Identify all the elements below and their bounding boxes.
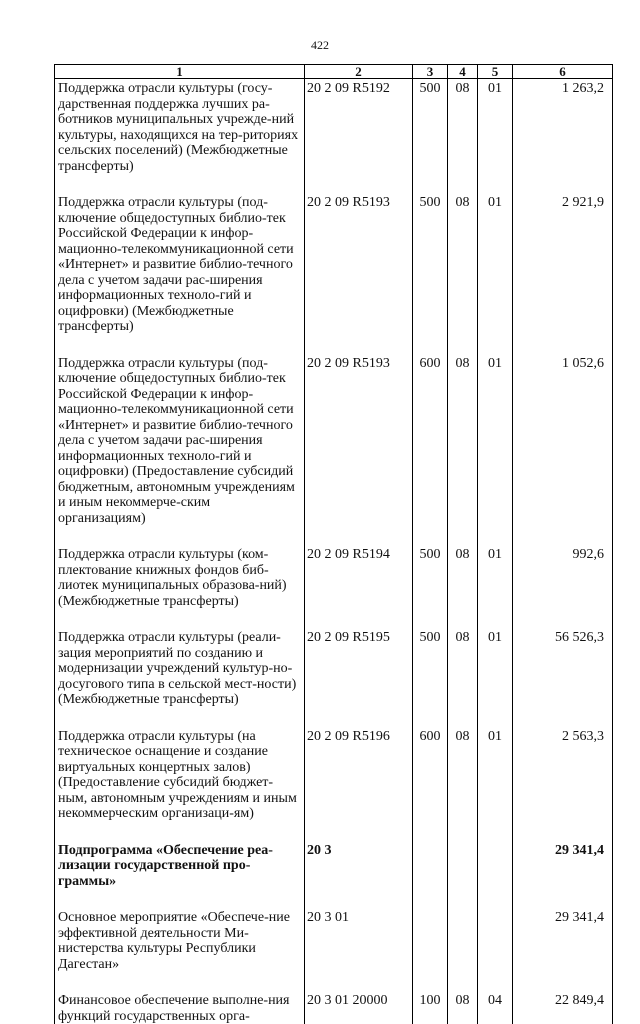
row-section (448, 843, 478, 911)
row-amount: 992,6 (513, 547, 613, 630)
row-description: Поддержка отрасли культуры (реали-зация мероприятий по созданию и модернизации учреждений культур-но-досугового типа в сельской мест-ности) (Межбюджетные трансферты) (55, 630, 305, 729)
row-subsection: 01 (478, 195, 513, 356)
header-col-6: 6 (513, 65, 613, 79)
row-code: 20 2 09 R5196 (305, 729, 413, 843)
header-col-2: 2 (305, 65, 413, 79)
row-code: 20 3 (305, 843, 413, 911)
row-code: 20 2 09 R5194 (305, 547, 413, 630)
row-expense-type: 600 (413, 356, 448, 548)
row-section: 08 (448, 630, 478, 729)
row-amount: 29 341,4 (513, 843, 613, 911)
table-row (55, 195, 613, 356)
table-row (55, 729, 613, 843)
table-body (55, 79, 613, 1024)
header-col-4: 4 (448, 65, 478, 79)
row-amount: 2 921,9 (513, 195, 613, 356)
page-number: 422 (0, 38, 640, 53)
row-section: 08 (448, 547, 478, 630)
table-row (55, 356, 613, 548)
budget-table (54, 64, 613, 1024)
row-description: Поддержка отрасли культуры (ком-плектование книжных фондов биб-лиотек муниципальных образова-ний) (Межбюджетные трансферты) (55, 547, 305, 630)
row-expense-type: 500 (413, 630, 448, 729)
row-description: Финансовое обеспечение выполне-ния функций государственных орга- (55, 993, 305, 1024)
row-code: 20 2 09 R5193 (305, 195, 413, 356)
table-row (55, 993, 613, 1024)
table-header (55, 65, 613, 79)
row-amount: 2 563,3 (513, 729, 613, 843)
row-section: 08 (448, 993, 478, 1024)
row-subsection: 01 (478, 630, 513, 729)
row-code: 20 2 09 R5192 (305, 79, 413, 196)
row-subsection: 01 (478, 79, 513, 196)
header-col-1: 1 (55, 65, 305, 79)
row-expense-type (413, 843, 448, 911)
row-code: 20 3 01 (305, 910, 413, 993)
row-section: 08 (448, 79, 478, 196)
row-amount: 1 052,6 (513, 356, 613, 548)
table-row (55, 79, 613, 196)
row-expense-type: 500 (413, 547, 448, 630)
row-subsection: 01 (478, 356, 513, 548)
row-description: Поддержка отрасли культуры (на техническое оснащение и создание виртуальных концертных залов) (Предоставление субсидий бюджет-ным, автономным учреждениям и иным некоммерческим организаци-ям) (55, 729, 305, 843)
row-expense-type: 100 (413, 993, 448, 1024)
row-description: Поддержка отрасли культуры (госу-дарственная поддержка лучших ра-ботников муниципальных учрежде-ний культуры, находящихся на тер-риториях сельских поселений) (Межбюджетные трансферты) (55, 79, 305, 196)
row-section: 08 (448, 356, 478, 548)
row-description: Подпрограмма «Обеспечение реа-лизации государственной про-граммы» (55, 843, 305, 911)
row-description: Основное мероприятие «Обеспече-ние эффективной деятельности Ми-нистерства культуры Республики Дагестан» (55, 910, 305, 993)
row-code: 20 2 09 R5193 (305, 356, 413, 548)
row-section: 08 (448, 729, 478, 843)
row-expense-type: 500 (413, 195, 448, 356)
row-code: 20 2 09 R5195 (305, 630, 413, 729)
table-row (55, 547, 613, 630)
row-subsection: 01 (478, 729, 513, 843)
row-description: Поддержка отрасли культуры (под-ключение общедоступных библио-тек Российской Федерации к инфор-мационно-телекоммуникационной сети «Интернет» и развитие библио-течного дела с учетом задачи рас-ширения информационных техноло-гий и оцифровки) (Межбюджетные трансферты) (55, 195, 305, 356)
header-col-5: 5 (478, 65, 513, 79)
row-expense-type: 600 (413, 729, 448, 843)
table-row (55, 843, 613, 911)
row-subsection (478, 843, 513, 911)
header-col-3: 3 (413, 65, 448, 79)
row-code: 20 3 01 20000 (305, 993, 413, 1024)
row-section (448, 910, 478, 993)
row-description: Поддержка отрасли культуры (под-ключение общедоступных библио-тек Российской Федерации к инфор-мационно-телекоммуникационной сети «Интернет» и развитие библио-течного дела с учетом задачи рас-ширения информационных техноло-гий и оцифровки) (Предоставление субсидий бюджетным, автономным учреждениям и иным некоммерче-ским организациям) (55, 356, 305, 548)
row-amount: 29 341,4 (513, 910, 613, 993)
row-section: 08 (448, 195, 478, 356)
row-expense-type: 500 (413, 79, 448, 196)
row-expense-type (413, 910, 448, 993)
row-amount: 22 849,4 (513, 993, 613, 1024)
row-amount: 1 263,2 (513, 79, 613, 196)
table-row (55, 910, 613, 993)
row-subsection (478, 910, 513, 993)
row-subsection: 01 (478, 547, 513, 630)
row-amount: 56 526,3 (513, 630, 613, 729)
table-row (55, 630, 613, 729)
row-subsection: 04 (478, 993, 513, 1024)
